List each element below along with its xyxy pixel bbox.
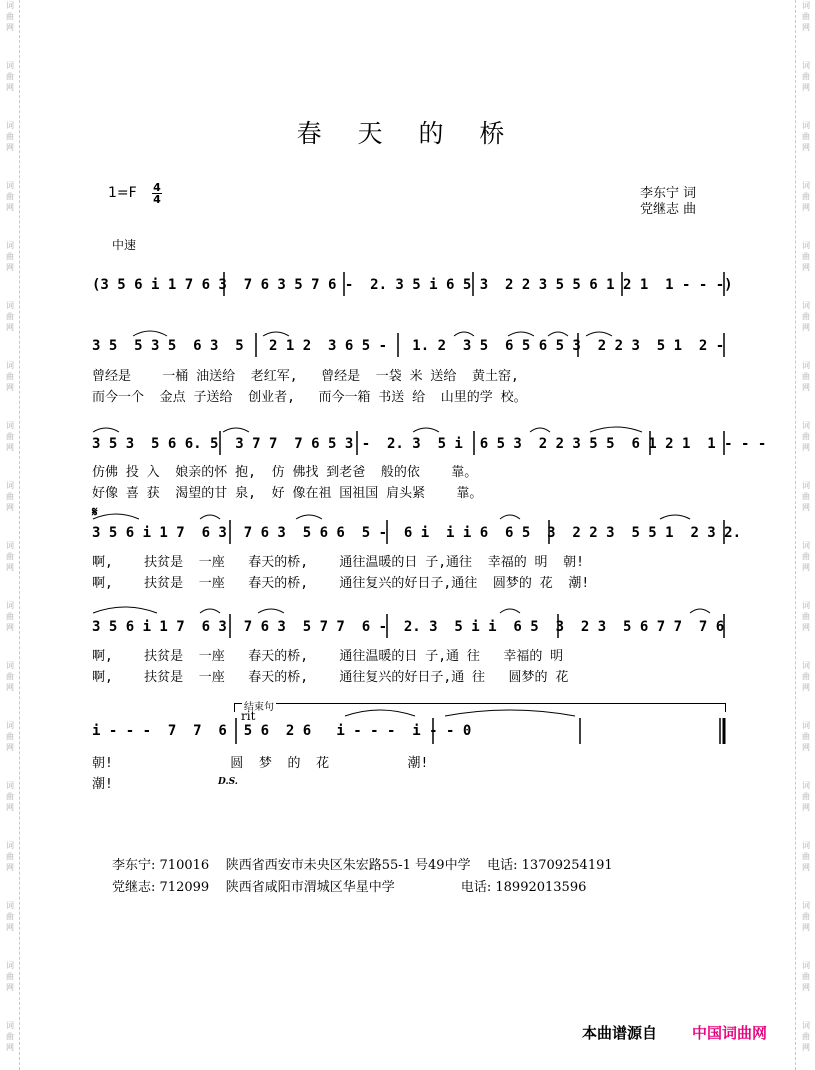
watermark-glyphs: 词 曲 网 [6,661,14,692]
system-3-lyrics-2: 好像 喜 获 渴望的甘 泉, 好 像在祖 国祖国 肩头紧 靠。 [92,486,483,501]
watermark-glyphs: 词 曲 网 [802,61,810,92]
watermark-glyphs: 词 曲 网 [6,721,14,752]
watermark-glyphs: 词 曲 网 [802,1021,810,1052]
system-6-lyrics-1: 朝! 圆 梦 的 花 潮! [92,756,429,771]
watermark-glyphs: 词 曲 网 [6,61,14,92]
system-2-lyrics-2: 而今一个 金点 子送给 创业者, 而今一箱 书送 给 山里的学 校。 [92,390,527,405]
contact-phone-label: 电话: [460,880,492,895]
source-label: 本曲谱源自 [582,1024,658,1042]
system-5-notes: 3 5 6 i 1 7 6 3 7 6 3 5 7 7 6 - 2. 3 5 i i 6 5 3 2 3 5 6 7 7 7 6 [92,619,725,635]
watermark-glyphs: 词 曲 网 [6,301,14,332]
contact-name: 党继志: [112,880,156,895]
watermark-glyphs: 词 曲 网 [6,601,14,632]
watermark-glyphs: 词 曲 网 [6,361,14,392]
system-5-lyrics-1: 啊, 扶贫是 一座 春天的桥, 通往温暖的日 子,通 往 幸福的 明 [92,649,564,664]
barlines [220,272,724,744]
watermark-glyphs: 词 曲 网 [6,481,14,512]
watermark-glyphs: 词 曲 网 [6,1021,14,1052]
watermark-glyphs: 词 曲 网 [6,241,14,272]
system-3-lyrics-1: 仿佛 投 入 娘亲的怀 抱, 仿 佛找 到老爸 般的依 靠。 [92,465,478,480]
watermark-glyphs: 词 曲 网 [802,661,810,692]
composer-credit: 党继志 曲 [640,202,697,217]
contact-phone-label: 电话: [487,858,518,873]
watermark-glyphs: 词 曲 网 [802,601,810,632]
watermark-glyphs: 词 曲 网 [6,901,14,932]
watermark-glyphs: 词 曲 网 [6,121,14,152]
watermark-glyphs: 词 曲 网 [802,241,810,272]
rit-marking: rit [241,709,256,723]
contact-postcode: 712099 [159,880,210,895]
slur-arcs [93,331,710,716]
song-title: 春 天 的 桥 [296,119,519,148]
system-4-lyrics-1: 啊, 扶贫是 一座 春天的桥, 通往温暖的日 子,通往 幸福的 明 朝! [92,555,585,570]
watermark-glyphs: 词 曲 网 [802,1,810,32]
time-signature-bottom: 4 [153,193,161,206]
watermark-glyphs: 词 曲 网 [802,481,810,512]
contact-name: 李东宁: [112,858,156,873]
watermark-glyphs: 词 曲 网 [802,181,810,212]
watermark-glyphs: 词 曲 网 [802,301,810,332]
lyricist-credit: 李东宁 词 [640,186,697,201]
watermark-glyphs: 词 曲 网 [802,841,810,872]
system-3-notes: 3 5 3 5 6 6. 5 3 7 7 7 6 5 3 - 2. 3 5 i 6 5 3 2 2 3 5 5 6 1 2 1 1 - - - [92,436,767,452]
tempo-marking: 中速 [112,238,137,252]
contact-address: 陕西省西安市未央区朱宏路55-1 号49中学 [225,858,471,873]
contact-row-2 [112,877,613,899]
system-6-notes: i - - - 7 7 6 5 6 2 6 i - - - i - - 0 [92,723,472,739]
watermark-glyphs: 词 曲 网 [802,901,810,932]
system-4-notes: 3 5 6 i 1 7 6 3 7 6 3 5 6 6 5 - 6 i i i 6 6 5 3 2 2 3 5 5 1 2 3 2. [92,525,742,541]
system-1-notes: (3 5 6 i 1 7 6 3 7 6 3 5 7 6 - 2. 3 5 i 6 5 3 2 2 3 5 5 6 1 2 1 1 - - -) [92,277,733,293]
watermark-glyphs: 词 曲 网 [802,541,810,572]
watermark-glyphs: 词 曲 网 [802,721,810,752]
source-site-link[interactable]: 中国词曲网 [692,1024,768,1042]
contact-phone: 13709254191 [521,858,613,873]
contact-info [112,855,613,899]
contact-postcode: 710016 [159,858,210,873]
system-5-lyrics-2: 啊, 扶贫是 一座 春天的桥, 通往复兴的好日子,通 往 圆梦的 花 [92,670,569,685]
watermark-glyphs: 词 曲 网 [802,781,810,812]
system-6-lyrics-2: 潮! [92,777,113,792]
watermark-glyphs: 词 曲 网 [6,841,14,872]
watermark-glyphs: 词 曲 网 [802,961,810,992]
watermark-glyphs: 词 曲 网 [802,361,810,392]
contact-phone: 18992013596 [495,880,587,895]
watermark-glyphs: 词 曲 网 [6,181,14,212]
watermark-glyphs: 词 曲 网 [802,121,810,152]
system-2-notes: 3 5 5 3 5 6 3 5 2 1 2 3 6 5 - 1. 2 3 5 6 5 6 5 3 2 2 3 5 1 2 - [92,338,725,354]
system-4-lyrics-2: 啊, 扶贫是 一座 春天的桥, 通往复兴的好日子,通往 圆梦的 花 潮! [92,576,590,591]
time-signature-top: 4 [153,181,161,194]
contact-row-1 [112,855,613,877]
watermark-glyphs: 词 曲 网 [6,421,14,452]
watermark-glyphs: 词 曲 网 [6,541,14,572]
ending-label: 结束句 [242,698,276,713]
watermark-glyphs: 词 曲 网 [6,781,14,812]
segno-mark: 𝄋 [92,505,98,520]
contact-address: 陕西省咸阳市渭城区华星中学 [225,880,395,895]
watermark-glyphs: 词 曲 网 [802,421,810,452]
watermark-glyphs: 词 曲 网 [6,961,14,992]
watermark-glyphs: 词 曲 网 [6,1,14,32]
key-signature: 1=F [108,185,137,201]
ds-marking: D.S. [218,777,238,787]
system-2-lyrics-1: 曾经是 一桶 油送给 老红军, 曾经是 一袋 米 送给 黄土窑, [92,369,519,384]
